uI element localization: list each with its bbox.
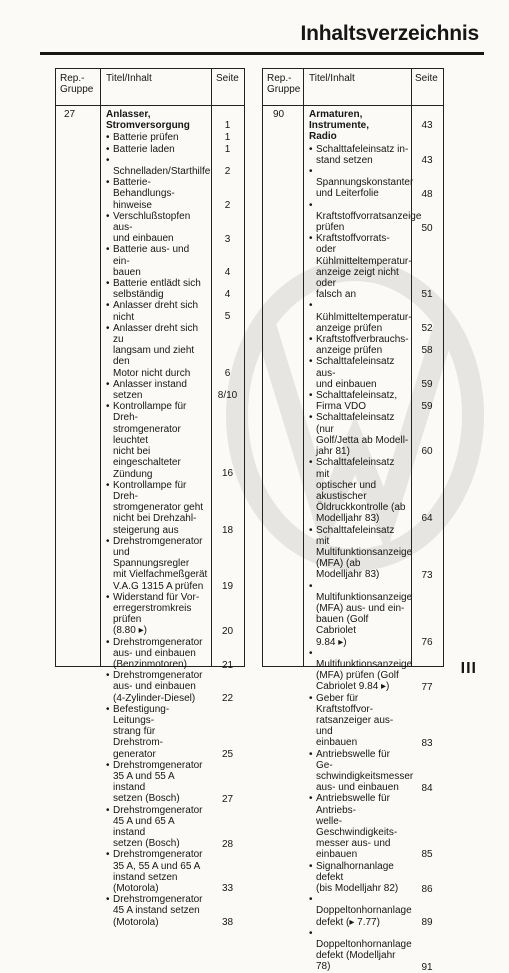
toc-entry bbox=[106, 144, 210, 155]
toc-entry bbox=[106, 244, 210, 278]
toc-entry-text: • Antriebswelle für Antriebs- welle-Geschwindigkeits- messer aus- und einbauen bbox=[309, 793, 411, 860]
toc-page-number: 16 bbox=[221, 467, 234, 479]
toc-page-number: 43 bbox=[421, 120, 433, 131]
toc-entry-text: • Schalttafeleinsatz mit Multifunktionsanzeige (MFA) (ab Modelljahr 83) bbox=[309, 525, 411, 581]
toc-entry-text: • Antriebswelle für Ge- schwindigkeitsmesser aus- und einbauen bbox=[309, 749, 411, 794]
toc-page-number: 20 bbox=[221, 625, 234, 637]
header-rule bbox=[40, 52, 484, 55]
toc-entry bbox=[309, 457, 411, 524]
toc-page-number: 6 bbox=[224, 367, 231, 379]
toc-entry bbox=[309, 861, 411, 895]
toc-entry-text: • Schalttafeleinsatz in- stand setzen bbox=[309, 144, 411, 166]
toc-page-number: 19 bbox=[221, 580, 234, 592]
toc-entry-text: • Batterie prüfen bbox=[106, 132, 210, 143]
toc-entry bbox=[309, 748, 414, 794]
toc-page-number: 5 bbox=[224, 310, 231, 322]
toc-entry bbox=[106, 177, 210, 211]
toc-entry-text: • Signalhornanlage defekt (bis Modelljahr 82) bbox=[309, 861, 411, 895]
toc-entry-text: • Anlasser instand setzen bbox=[106, 379, 210, 401]
toc-entry-text: • Anlasser dreht sich nicht bbox=[106, 300, 210, 322]
toc-table-left bbox=[55, 68, 245, 928]
section-heading bbox=[309, 109, 411, 143]
page-column bbox=[211, 69, 244, 928]
toc-page-number: 89 bbox=[421, 916, 433, 928]
toc-entry-text: • Kontrollampe für Dreh- stromgenerator leuchtet nicht bei eingeschalteter Zündung bbox=[106, 401, 210, 479]
toc-entry bbox=[309, 525, 411, 581]
toc-entry-text: • Doppeltonhornanlage defekt (Modelljahr 78) bbox=[309, 928, 411, 973]
toc-entry bbox=[106, 401, 210, 479]
toc-page-number: 3 bbox=[224, 233, 231, 245]
entry-list bbox=[106, 109, 210, 928]
toc-page-number: 22 bbox=[221, 692, 234, 704]
toc-entry-text: • Widerstand für Vor- erregerstromkreis prüfen (8.80 ▸) bbox=[106, 592, 210, 637]
toc-page-number: 4 bbox=[224, 288, 231, 300]
toc-page-number: 1 bbox=[224, 120, 231, 131]
toc-page-number: 1 bbox=[224, 143, 231, 155]
header-titel-inhalt: Titel/Inhalt bbox=[106, 73, 152, 84]
toc-page-number: 77 bbox=[421, 681, 433, 693]
toc-entry-text: • Kühlmitteltemperatur- anzeige prüfen bbox=[309, 300, 411, 334]
toc-page-number: 58 bbox=[421, 344, 433, 356]
toc-entry bbox=[309, 356, 411, 390]
toc-entry-text: • Verschlußstopfen aus- und einbauen bbox=[106, 211, 210, 245]
toc-page-number: 48 bbox=[421, 188, 433, 200]
toc-page-number: 86 bbox=[421, 883, 433, 895]
toc-entry-text: • Befestigung-Leitungs- strang für Drehstrom- generator bbox=[106, 704, 210, 760]
toc-page-number: 51 bbox=[421, 288, 433, 300]
toc-page-number: 50 bbox=[421, 222, 433, 234]
toc-page-number: 60 bbox=[421, 445, 433, 457]
group-number: 27 bbox=[64, 109, 76, 120]
toc-entry bbox=[106, 592, 210, 637]
page-column bbox=[411, 69, 443, 973]
toc-entry bbox=[309, 300, 411, 334]
toc-page-number: 21 bbox=[221, 659, 234, 671]
toc-page-number: 2 bbox=[224, 165, 231, 177]
header-rep-gruppe: Rep.- Gruppe bbox=[267, 73, 301, 95]
toc-entry-text: • Doppeltonhornanlage defekt (▸ 7.77) bbox=[309, 894, 411, 928]
toc-entry-text: • Schalttafeleinsatz aus- und einbauen bbox=[309, 356, 411, 390]
toc-entry bbox=[106, 894, 210, 928]
toc-entry bbox=[106, 637, 210, 671]
section-heading bbox=[106, 109, 210, 131]
toc-entry bbox=[309, 648, 411, 693]
toc-entry bbox=[309, 233, 411, 300]
toc-entry bbox=[309, 793, 411, 860]
header-titel-inhalt: Titel/Inhalt bbox=[309, 73, 355, 84]
toc-entry-text: • Kraftstoffvorratsanzeige prüfen bbox=[309, 200, 411, 234]
toc-entry-text: • Schalttafeleinsatz mit optischer und akustischer Öldruckkontrolle (ab Modelljahr 83) bbox=[309, 457, 411, 524]
toc-entry bbox=[309, 412, 411, 457]
toc-page-number: 76 bbox=[421, 636, 433, 648]
toc-entry-text: • Kraftstoffvorrats- oder Kühlmitteltemperatur- anzeige zeigt nicht oder falsch an bbox=[309, 233, 411, 300]
toc-entry bbox=[309, 144, 411, 166]
toc-page-number: 33 bbox=[221, 882, 234, 894]
toc-entry bbox=[106, 849, 210, 894]
toc-page-number: 1 bbox=[224, 131, 231, 143]
page-header-title: Inhaltsverzeichnis bbox=[300, 22, 479, 45]
toc-entry bbox=[106, 760, 210, 805]
toc-entry bbox=[106, 323, 210, 379]
toc-entry bbox=[309, 390, 411, 412]
toc-entry-text: • Drehstromgenerator 35 A und 55 A instand setzen (Bosch) bbox=[106, 760, 210, 805]
toc-entry bbox=[106, 805, 210, 850]
toc-page-number: 2 bbox=[224, 199, 231, 211]
toc-entry-text: • Drehstromgenerator und Spannungsregler mit Vielfachmeßgerät V.A.G 1315 A prüfen bbox=[106, 536, 210, 592]
toc-entry-text: • Batterie aus- und ein- bauen bbox=[106, 244, 210, 278]
toc-page-number: 91 bbox=[421, 961, 433, 973]
toc-entry-text: • Multifunktionsanzeige (MFA) prüfen (Golf Cabriolet 9.84 ▸) bbox=[309, 648, 411, 693]
toc-entry bbox=[106, 211, 210, 245]
toc-page-number: 59 bbox=[421, 378, 433, 390]
header-seite: Seite bbox=[415, 73, 438, 84]
toc-table-right bbox=[262, 68, 444, 973]
toc-entry-text: • Kontrollampe für Dreh- stromgenerator geht nicht bei Drehzahl- steigerung aus bbox=[106, 480, 210, 536]
toc-page-number: 52 bbox=[421, 322, 433, 334]
toc-entry-text: • Batterie entlädt sich selbständig bbox=[106, 278, 210, 300]
entry-list bbox=[309, 109, 422, 973]
toc-page-number: 59 bbox=[421, 400, 433, 412]
toc-entry bbox=[106, 480, 210, 536]
toc-page-number: 28 bbox=[221, 838, 234, 850]
toc-entry bbox=[106, 704, 210, 760]
toc-entry bbox=[309, 894, 411, 928]
toc-entry bbox=[309, 200, 422, 234]
toc-entry-text: • Drehstromgenerator 35 A, 55 A und 65 A instand setzen (Motorola) bbox=[106, 849, 210, 894]
toc-entry-text: • Drehstromgenerator aus- und einbauen (4-Zylinder-Diesel) bbox=[106, 670, 210, 704]
toc-page-number: 27 bbox=[221, 793, 234, 805]
toc-entry-text: • Geber für Kraftstoffvor- ratsanzeiger aus- und einbauen bbox=[309, 693, 411, 749]
toc-entry bbox=[106, 155, 210, 177]
toc-page-number: 38 bbox=[221, 916, 234, 928]
header-rep-gruppe: Rep.- Gruppe bbox=[60, 73, 94, 95]
toc-entry-text: • Spannungskonstanter und Leiterfolie bbox=[309, 166, 411, 200]
toc-page-number: 43 bbox=[421, 154, 433, 166]
toc-entry-text: • Drehstromgenerator 45 A und 65 A instand setzen (Bosch) bbox=[106, 805, 210, 850]
toc-entry-text: • Anlasser dreht sich zu langsam und zieht den Motor nicht durch bbox=[106, 323, 210, 379]
toc-entry-text: • Schalttafeleinsatz, Firma VDO bbox=[309, 390, 411, 412]
toc-entry-text: • Batterie-Behandlungs- hinweise bbox=[106, 177, 210, 211]
toc-entry bbox=[106, 670, 210, 704]
toc-entry bbox=[309, 334, 411, 356]
toc-entry-text: • Multifunktionsanzeige (MFA) aus- und ein- bauen (Golf Cabriolet 9.84 ▸) bbox=[309, 581, 411, 648]
toc-page-number: 25 bbox=[221, 748, 234, 760]
toc-entry bbox=[106, 300, 210, 322]
toc-entry bbox=[106, 379, 210, 401]
toc-entry-text: • Drehstromgenerator aus- und einbauen (Benzinmotoren) bbox=[106, 637, 210, 671]
toc-entry bbox=[106, 278, 210, 300]
toc-page-number: 4 bbox=[224, 266, 231, 278]
page-number: III bbox=[460, 660, 477, 677]
toc-entry bbox=[309, 166, 414, 200]
toc-page-number: 8/10 bbox=[217, 389, 238, 401]
toc-entry bbox=[309, 693, 411, 749]
toc-entry bbox=[309, 928, 411, 973]
toc-page-number: 85 bbox=[421, 848, 433, 860]
toc-entry-text: • Drehstromgenerator 45 A instand setzen (Motorola) bbox=[106, 894, 210, 928]
toc-page-number: 84 bbox=[421, 782, 433, 794]
toc-page-number: 73 bbox=[421, 569, 433, 581]
group-number: 90 bbox=[273, 109, 285, 120]
toc-page-number: 83 bbox=[421, 737, 433, 749]
toc-entry-text: Anlasser, Stromversorgung bbox=[106, 109, 190, 132]
header-seite: Seite bbox=[216, 73, 239, 84]
toc-entry bbox=[309, 581, 411, 648]
toc-page-number: 64 bbox=[421, 512, 433, 524]
toc-entry-text: • Kraftstoffverbrauchs- anzeige prüfen bbox=[309, 334, 411, 356]
toc-entry-text: • Schalttafeleinsatz (nur Golf/Jetta ab Modell- jahr 81) bbox=[309, 412, 411, 457]
toc-entry-text: Armaturen, Instrumente, Radio bbox=[309, 109, 370, 143]
toc-entry-text: • Batterie laden bbox=[106, 144, 210, 155]
toc-page-number: 18 bbox=[221, 524, 234, 536]
toc-entry-text: • Schnelladen/Starthilfe bbox=[106, 155, 210, 177]
toc-entry bbox=[106, 536, 210, 592]
toc-entry bbox=[106, 132, 210, 143]
